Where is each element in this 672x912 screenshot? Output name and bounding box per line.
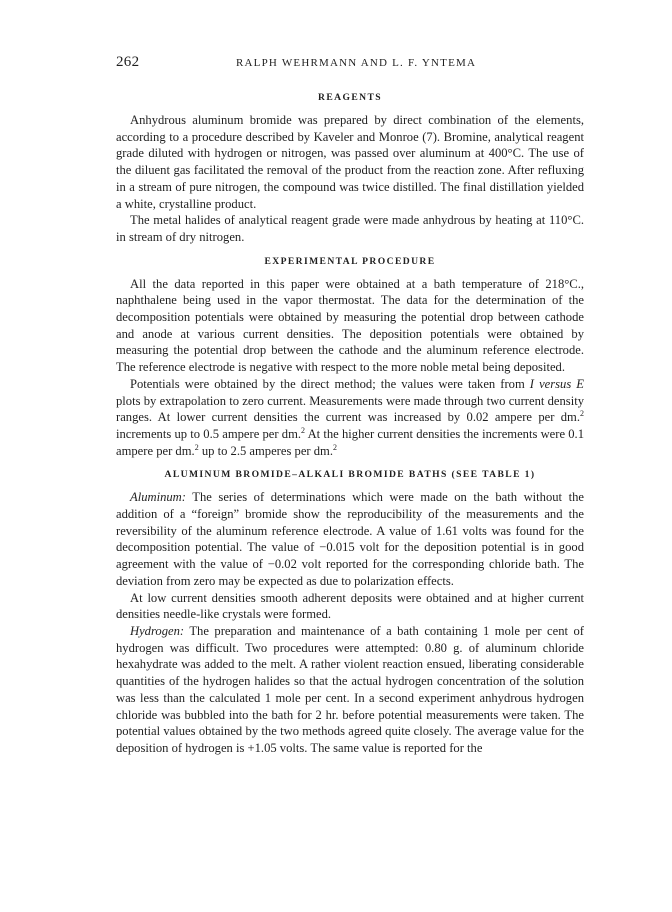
superscript: 2 xyxy=(333,442,337,452)
section-heading-baths: ALUMINUM BROMIDE–ALKALI BROMIDE BATHS (SEE TABLE 1) xyxy=(164,469,536,481)
running-head xyxy=(116,54,586,76)
text-run: plots by extrapolation to zero current. Measurements were made through two current density ranges. At lower current densities the current was increased by 0.02 ampere per dm. xyxy=(116,393,584,425)
paragraph-low-current: At low current densities smooth adherent deposits were obtained and at higher current densities needle-like crystals were formed. xyxy=(116,590,584,622)
paragraph-experimental-2 xyxy=(116,376,584,460)
superscript: 2 xyxy=(194,442,199,452)
run-in-heading-aluminum: Aluminum: xyxy=(130,490,186,505)
text-run: increments up to 0.5 ampere per dm. xyxy=(116,426,302,441)
paragraph-aluminum xyxy=(116,489,584,589)
text-run: Potentials were obtained by the direct method; the values were taken from xyxy=(130,376,530,391)
text-run: The preparation and maintenance of a bath containing 1 mole per cent of hydrogen was difficult. Two procedures were attempted: 0.80 g. of aluminum chloride hexahydrate was added to the melt. A rather violent reaction ensued, liberating considerable quantities of the hydrogen halides so that the actual hydrogen concentration of the solution was less than the calculated 1 mole per cent. In a second experiment anhydrous hydrogen chloride was bubbled into the bath for 2 hr. before potential measurements were taken. The potential values obtained by the two methods agreed quite closely. The average value for the deposition of hydrogen is +1.05 volts. The same value is reported for the xyxy=(116,623,584,755)
run-in-heading-hydrogen: Hydrogen: xyxy=(130,623,185,638)
paragraph-hydrogen xyxy=(116,623,584,757)
section-heading-experimental: EXPERIMENTAL PROCEDURE xyxy=(264,255,436,267)
text-run: At the higher current densities the increments were 0.1 ampere per dm. xyxy=(116,426,585,458)
paragraph-experimental-1: All the data reported in this paper were obtained at a bath temperature of 218°C., naphthalene being used in the vapor thermostat. The data for the determination of the decomposition potentials were obtained by measuring the potential drop between cathode and anode at various current densities. The deposition potentials were obtained by measuring the potential drop between the cathode and the aluminum reference electrode. The reference electrode is negative with respect to the more noble metal being deposited. xyxy=(116,276,584,375)
article-body xyxy=(116,90,584,757)
italic-text: versus E xyxy=(539,376,584,391)
superscript: 2 xyxy=(580,409,584,419)
page-number: 262 xyxy=(116,54,140,70)
text-run: The series of determinations which were made on the bath without the addition of a “foreign” bromide show the reproducibility of the measurements and the reversibility of the aluminum reference electrode. A value of 1.61 volts was found for the decomposition potential. The value of −0.015 volt for the deposition potential is in good agreement with the value of −0.02 volt reported for the corresponding chloride bath. The deviation from zero may be expected as due to polarization effects. xyxy=(116,490,584,588)
paragraph-reagents-2: The metal halides of analytical reagent grade were made anhydrous by heating at 110°C. in stream of dry nitrogen. xyxy=(116,213,584,244)
section-heading-reagents: REAGENTS xyxy=(318,92,382,103)
paragraph-reagents-1: Anhydrous aluminum bromide was prepared by direct combination of the elements, according to a procedure described by Kaveler and Monroe (7). Bromine, analytical reagent grade diluted with hydrogen or nitrogen, was passed over aluminum at 400°C. The use of the diluent gas facilitated the removal of the product from the reaction zone. After refluxing in a stream of pure nitrogen, the compound was twice distilled. The final distillation yielded a white, crystalline product. xyxy=(116,113,584,211)
italic-symbol: I xyxy=(529,376,534,391)
running-title: RALPH WEHRMANN AND L. F. YNTEMA xyxy=(236,57,477,69)
text-run: up to 2.5 amperes per dm. xyxy=(198,443,333,458)
superscript: 2 xyxy=(301,425,306,435)
